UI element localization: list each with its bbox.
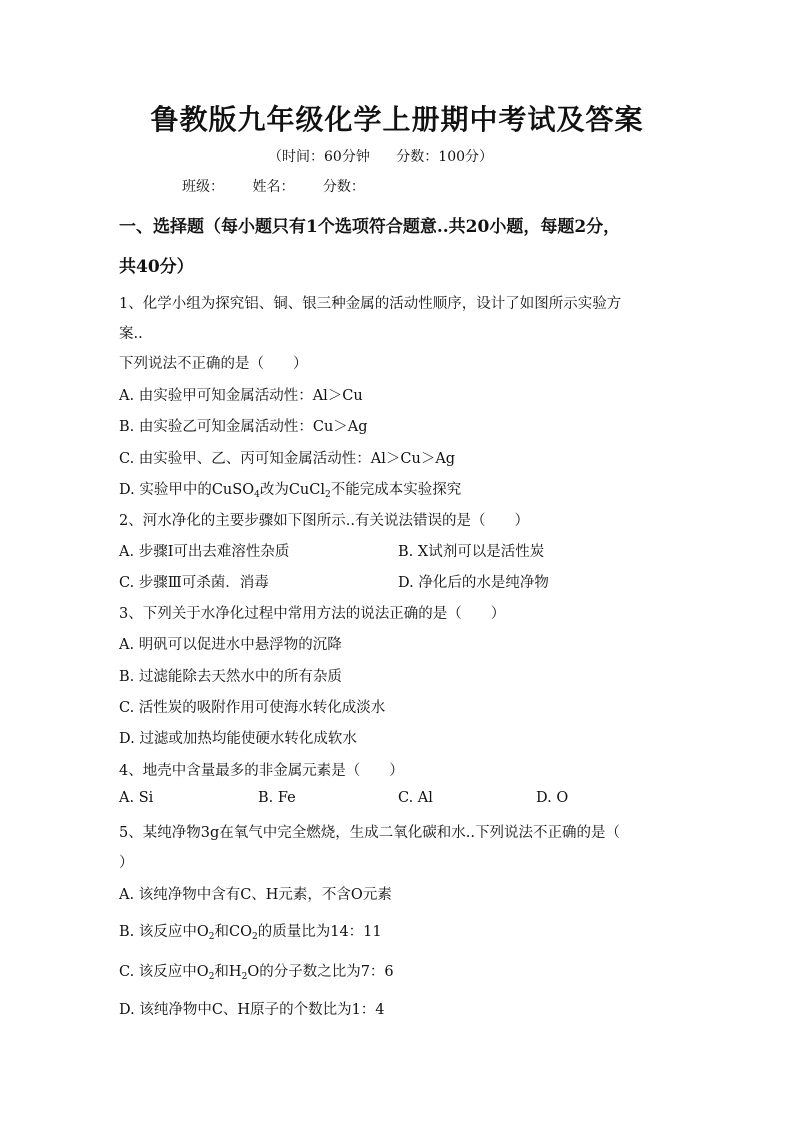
page-title: 鲁教版九年级化学上册期中考试及答案 [150,103,644,136]
class-label: 班级： [182,179,224,195]
section-heading-line1: 一、选择题（每小题只有1个选项符合题意..共20小题，每题2分， [119,217,621,237]
q4-option-b: B. Fe [258,790,296,806]
q5-stem-line1: 5、某纯净物3g在氧气中完全燃烧，生成二氧化碳和水..下列说法不正确的是（ [119,825,620,841]
q3-option-c: C. 活性炭的吸附作用可使海水转化成淡水 [119,700,386,716]
q5-option-b: B. 该反应中$O_2$和$CO_2$的质量比为14：11 [119,924,382,942]
q1-option-d: D. 实验甲中的CuSO$_4$改为CuCl$_2$不能完成本实验探究 [119,482,462,500]
q2-stem: 2、河水净化的主要步骤如下图所示..有关说法错误的是（ ） [119,513,529,529]
q5-option-d: D. 该纯净物中C、H原子的个数比为1：4 [119,1002,385,1018]
q2-option-d: D. 净化后的水是纯净物 [398,575,549,591]
q1-option-b: B. 由实验乙可知金属活动性：Cu＞Ag [119,419,368,435]
q4-stem: 4、地壳中含量最多的非金属元素是（ ） [119,763,404,779]
score-label: 分数： [322,179,365,195]
q2-option-b: B. X试剂可以是活性炭 [398,544,545,560]
q3-stem: 3、下列关于水净化过程中常用方法的说法正确的是（ ） [119,606,506,622]
exam-time: （时间：60分钟 [268,149,370,165]
q2-option-a: A. 步骤Ⅰ可出去难溶性杂质 [119,544,290,560]
q5-option-c: C. 该反应中$O_2$和$H_2O$的分子数之比为7：6 [119,964,394,982]
q3-option-a: A. 明矾可以促进水中悬浮物的沉降 [119,637,342,653]
q1-stem-line2: 案.. [119,326,143,342]
q4-option-c: C. Al [398,790,433,806]
exam-meta [268,146,515,166]
name-label: 姓名： [252,179,295,195]
q4-option-a: A. Si [119,790,154,806]
q5-stem-line2: ） [119,855,134,871]
exam-total-score: 分数：100分） [396,149,494,165]
q1-option-c: C. 由实验甲、乙、丙可知金属活动性：Al＞Cu＞Ag [119,451,456,467]
q3-option-d: D. 过滤或加热均能使硬水转化成软水 [119,731,357,747]
q5-option-a: A. 该纯净物中含有C、H元素，不含O元素 [119,887,392,903]
q4-option-d: D. O [536,790,569,806]
q2-option-c: C. 步骤Ⅲ可杀菌．消毒 [119,575,269,591]
q1-stem-line1: 1、化学小组为探究铝、铜、银三种金属的活动性顺序，设计了如图所示实验方 [119,296,622,312]
q3-option-b: B. 过滤能除去天然水中的所有杂质 [119,669,342,685]
section-heading-line2: 共40分） [119,257,194,277]
q1-stem-line3: 下列说法不正确的是（ ） [119,356,308,372]
student-info [182,176,389,196]
q1-option-a: A. 由实验甲可知金属活动性：Al＞Cu [119,388,363,404]
